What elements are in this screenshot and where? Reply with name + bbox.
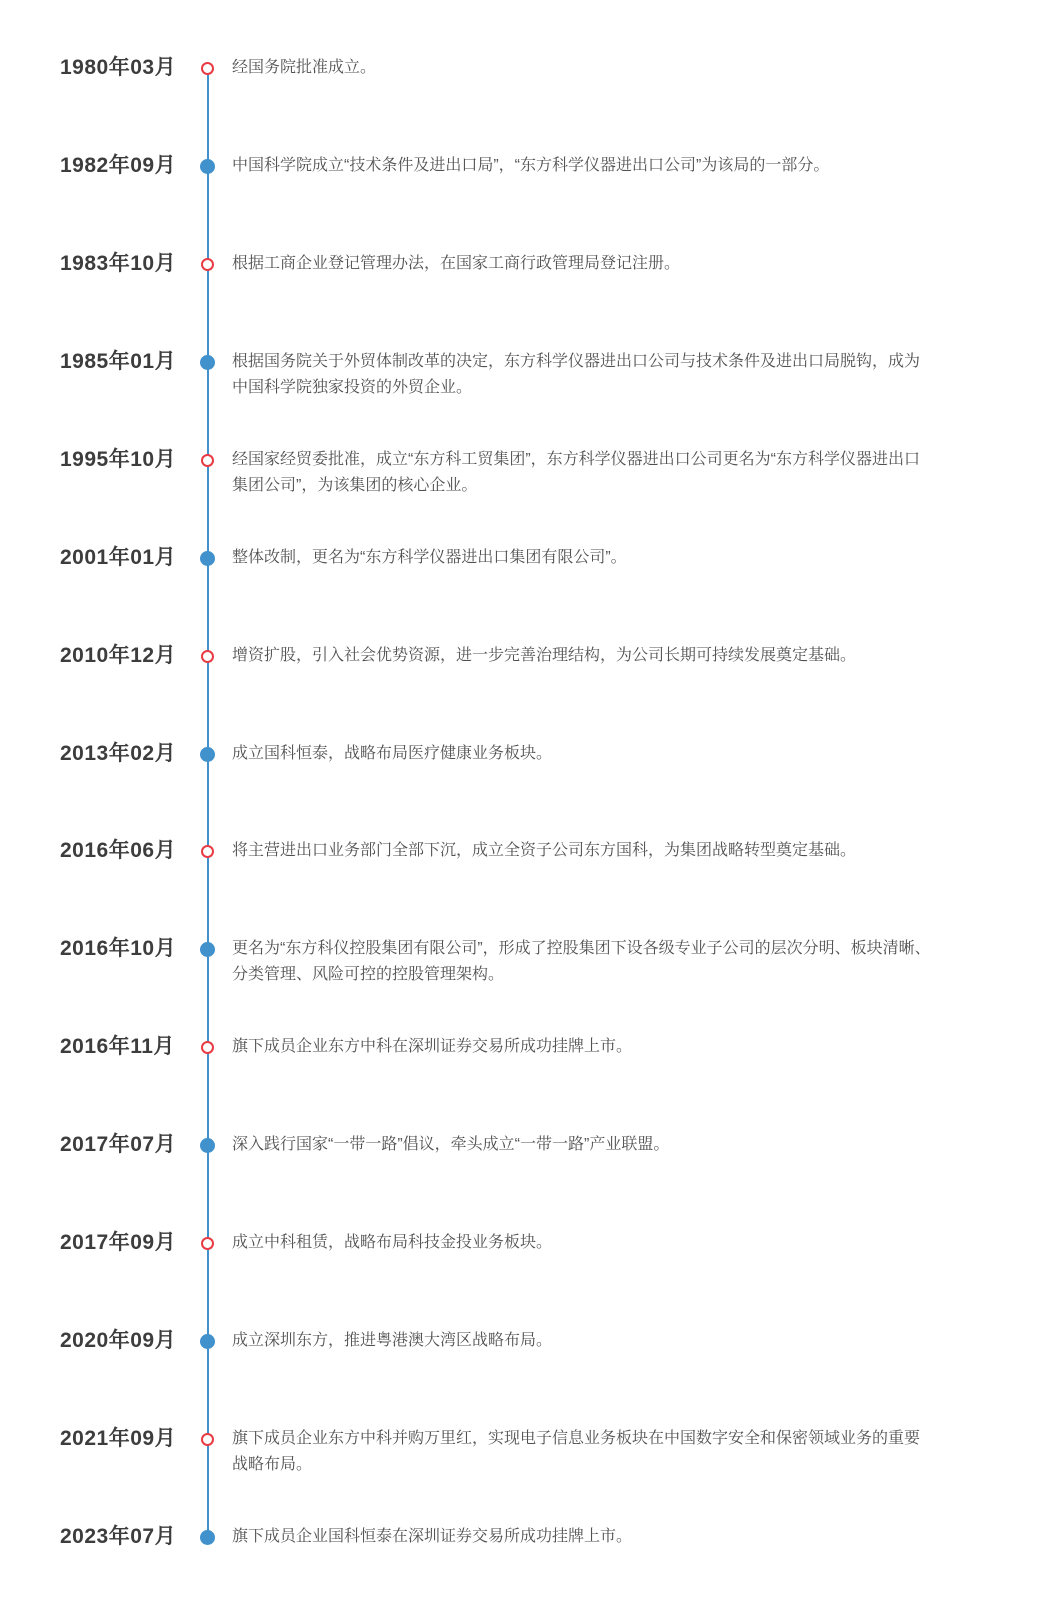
timeline-description: 旗下成员企业东方中科在深圳证券交易所成功挂牌上市。 xyxy=(232,1038,633,1055)
timeline-description: 经国务院批准成立。 xyxy=(232,59,377,76)
timeline-date: 1983年10月 xyxy=(60,252,177,275)
timeline-date: 1982年09月 xyxy=(60,154,177,177)
timeline-date: 2001年01月 xyxy=(60,546,177,569)
timeline-item xyxy=(0,348,1064,396)
timeline-item xyxy=(0,1425,1064,1473)
timeline-marker-hollow-icon xyxy=(201,62,214,75)
timeline-description: 根据工商企业登记管理办法，在国家工商行政管理局登记注册。 xyxy=(232,255,681,272)
timeline-item xyxy=(0,740,1064,768)
timeline-date: 2023年07月 xyxy=(60,1525,177,1548)
timeline-description: 增资扩股，引入社会优势资源，进一步完善治理结构，为公司长期可持续发展奠定基础。 xyxy=(232,647,857,664)
timeline-date: 2013年02月 xyxy=(60,742,177,765)
timeline-description: 成立国科恒泰，战略布局医疗健康业务板块。 xyxy=(232,745,553,762)
timeline-date: 2017年07月 xyxy=(60,1133,177,1156)
timeline-line xyxy=(207,68,209,1537)
timeline-marker-filled-icon xyxy=(200,551,215,566)
timeline-description: 成立深圳东方，推进粤港澳大湾区战略布局。 xyxy=(232,1332,553,1349)
timeline-marker-filled-icon xyxy=(200,159,215,174)
timeline-date: 2010年12月 xyxy=(60,644,177,667)
timeline-item xyxy=(0,544,1064,572)
timeline-description: 根据国务院关于外贸体制改革的决定，东方科学仪器进出口公司与技术条件及进出口局脱钩，成为中国科学院独家投资的外贸企业。 xyxy=(232,353,921,396)
timeline-date: 1995年10月 xyxy=(60,448,177,471)
timeline-date: 2017年09月 xyxy=(60,1231,177,1254)
timeline-item xyxy=(0,152,1064,180)
timeline-marker-hollow-icon xyxy=(201,1237,214,1250)
timeline-item xyxy=(0,935,1064,983)
timeline-marker-filled-icon xyxy=(200,1138,215,1153)
timeline-description: 整体改制，更名为“东方科学仪器进出口集团有限公司”。 xyxy=(232,549,627,566)
timeline-description: 更名为“东方科仪控股集团有限公司”，形成了控股集团下设各级专业子公司的层次分明、板块清晰、分类管理、风险可控的控股管理架构。 xyxy=(232,940,931,983)
timeline-description: 深入践行国家“一带一路”倡议，牵头成立“一带一路”产业联盟。 xyxy=(232,1136,670,1153)
timeline-marker-hollow-icon xyxy=(201,845,214,858)
timeline-date: 2016年06月 xyxy=(60,839,177,862)
timeline-date: 2020年09月 xyxy=(60,1329,177,1352)
timeline-marker-filled-icon xyxy=(200,747,215,762)
timeline-item xyxy=(0,642,1064,670)
timeline-marker-hollow-icon xyxy=(201,650,214,663)
timeline-marker-filled-icon xyxy=(200,1334,215,1349)
timeline-date: 1985年01月 xyxy=(60,350,177,373)
timeline-description: 经国家经贸委批准，成立“东方科工贸集团”，东方科学仪器进出口公司更名为“东方科学仪器进出口集团公司”，为该集团的核心企业。 xyxy=(232,451,920,494)
timeline-marker-filled-icon xyxy=(200,942,215,957)
timeline-marker-hollow-icon xyxy=(201,454,214,467)
timeline-item xyxy=(0,54,1064,82)
timeline-description: 旗下成员企业国科恒泰在深圳证券交易所成功挂牌上市。 xyxy=(232,1528,633,1545)
timeline-item xyxy=(0,1523,1064,1551)
timeline-marker-hollow-icon xyxy=(201,1433,214,1446)
timeline-description: 中国科学院成立“技术条件及进出口局”，“东方科学仪器进出口公司”为该局的一部分。 xyxy=(232,157,830,174)
timeline-item xyxy=(0,446,1064,494)
timeline-marker-filled-icon xyxy=(200,355,215,370)
timeline-item xyxy=(0,1327,1064,1355)
timeline-item xyxy=(0,1229,1064,1257)
timeline-description: 将主营进出口业务部门全部下沉，成立全资子公司东方国科，为集团战略转型奠定基础。 xyxy=(232,842,857,859)
timeline-description: 旗下成员企业东方中科并购万里红，实现电子信息业务板块在中国数字安全和保密领域业务的重要战略布局。 xyxy=(232,1430,921,1473)
timeline-date: 2016年11月 xyxy=(60,1035,175,1058)
timeline-item xyxy=(0,837,1064,865)
timeline-description: 成立中科租赁，战略布局科技金投业务板块。 xyxy=(232,1234,553,1251)
timeline-marker-hollow-icon xyxy=(201,1041,214,1054)
timeline-date: 1980年03月 xyxy=(60,56,177,79)
timeline-marker-hollow-icon xyxy=(201,258,214,271)
timeline-date: 2021年09月 xyxy=(60,1427,177,1450)
timeline-marker-filled-icon xyxy=(200,1530,215,1545)
timeline-item xyxy=(0,1033,1064,1061)
timeline-item xyxy=(0,250,1064,278)
timeline-date: 2016年10月 xyxy=(60,937,177,960)
timeline-item xyxy=(0,1131,1064,1159)
